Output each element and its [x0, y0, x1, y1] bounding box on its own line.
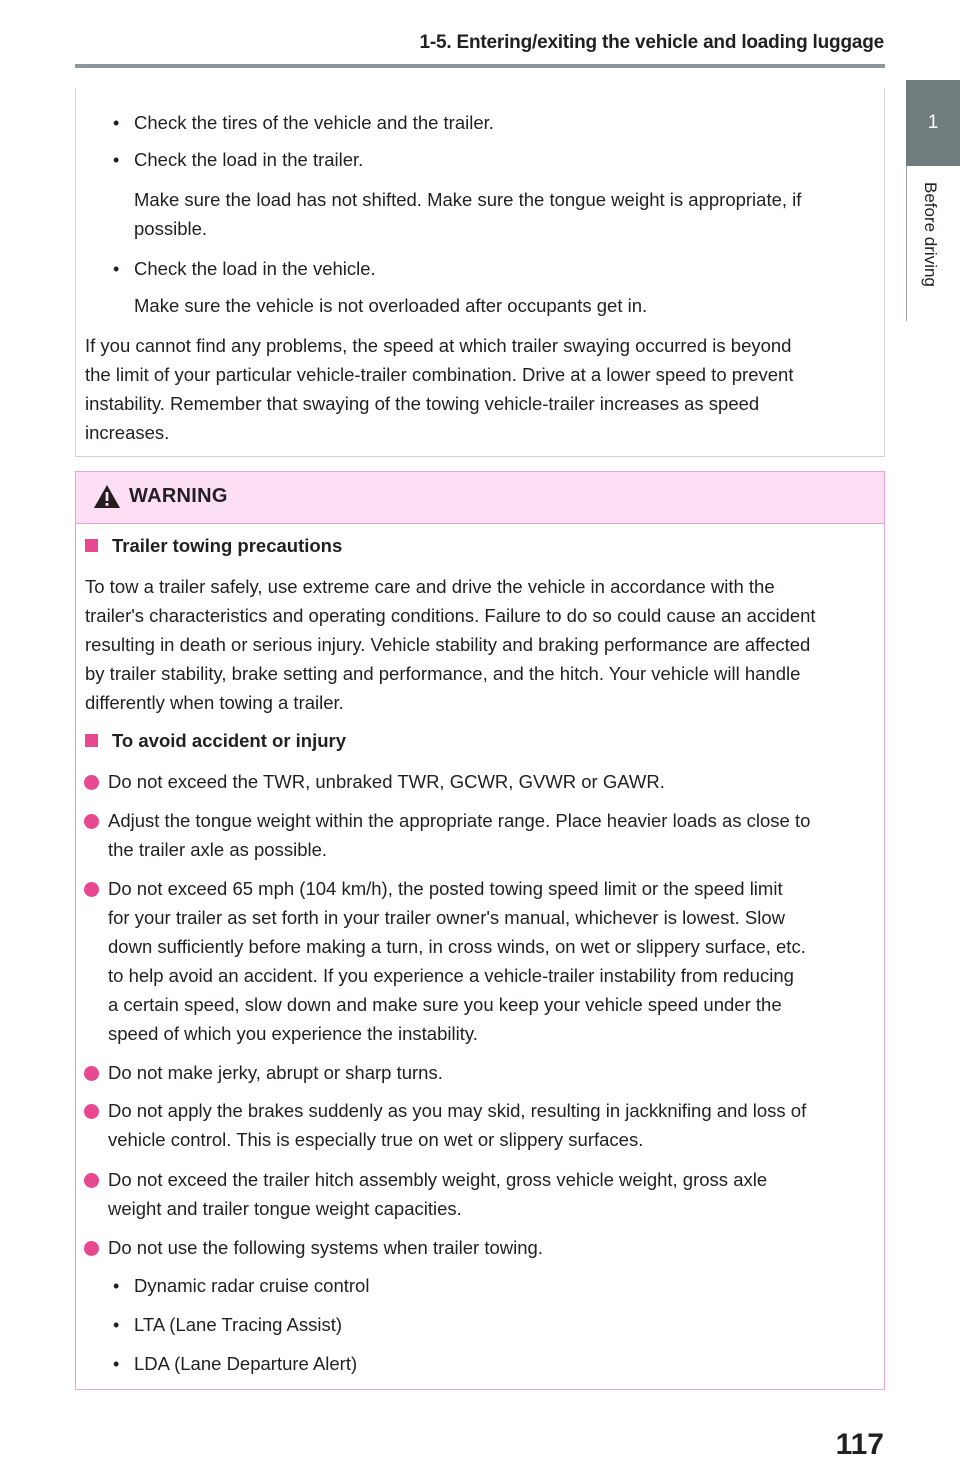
list-item: a certain speed, slow down and make sure you keep your vehicle speed under the: [108, 994, 782, 1015]
list-item: LDA (Lane Departure Alert): [134, 1353, 358, 1374]
bullet-icon: •: [113, 1276, 120, 1296]
list-item: vehicle control. This is especially true on wet or slippery surfaces.: [108, 1129, 644, 1150]
paragraph-line: trailer's characteristics and operating conditions. Failure to do so could cause an accident: [85, 605, 816, 626]
list-item: down sufficiently before making a turn, in cross winds, on wet or slippery surface, etc.: [108, 936, 806, 957]
paragraph-line: increases.: [85, 422, 170, 443]
circle-bullet-icon: [84, 814, 99, 829]
note-text: Make sure the vehicle is not overloaded after occupants get in.: [134, 295, 648, 316]
list-item: Do not exceed 65 mph (104 km/h), the posted towing speed limit or the speed limit: [108, 878, 783, 899]
bullet-icon: •: [113, 150, 120, 170]
bullet-icon: •: [113, 1354, 120, 1374]
list-item: to help avoid an accident. If you experience a vehicle-trailer instability from reducing: [108, 965, 794, 986]
list-item: Adjust the tongue weight within the appropriate range. Place heavier loads as close to: [108, 810, 811, 831]
paragraph-line: the limit of your particular vehicle-trailer combination. Drive at a lower speed to prevent: [85, 364, 794, 385]
list-item: Do not exceed the TWR, unbraked TWR, GCWR, GVWR or GAWR.: [108, 771, 665, 792]
paragraph-line: differently when towing a trailer.: [85, 692, 344, 713]
chapter-tab[interactable]: [906, 80, 960, 166]
running-header: 1-5. Entering/exiting the vehicle and loading luggage: [419, 32, 884, 53]
square-bullet-icon: [85, 539, 98, 552]
square-bullet-icon: [85, 734, 98, 747]
list-item: Do not make jerky, abrupt or sharp turns.: [108, 1062, 443, 1083]
warning-triangle-icon: [93, 484, 121, 509]
side-divider: [906, 166, 907, 321]
list-item: Check the load in the vehicle.: [134, 258, 376, 279]
paragraph-line: If you cannot find any problems, the speed at which trailer swaying occurred is beyond: [85, 335, 792, 356]
bullet-icon: •: [113, 113, 120, 133]
list-item: Check the tires of the vehicle and the trailer.: [134, 112, 494, 133]
section-heading: To avoid accident or injury: [112, 730, 347, 751]
header-rule: [75, 64, 885, 68]
warning-box: [75, 471, 885, 1390]
circle-bullet-icon: [84, 882, 99, 897]
note-text: Make sure the load has not shifted. Make sure the tongue weight is appropriate, if: [134, 189, 802, 210]
circle-bullet-icon: [84, 1066, 99, 1081]
paragraph-line: instability. Remember that swaying of the towing vehicle-trailer increases as speed: [85, 393, 760, 414]
list-item: Do not apply the brakes suddenly as you may skid, resulting in jackknifing and loss of: [108, 1100, 807, 1121]
list-item: weight and trailer tongue weight capacities.: [108, 1198, 462, 1219]
warning-header: [76, 472, 884, 524]
info-box: [75, 88, 885, 457]
circle-bullet-icon: [84, 1241, 99, 1256]
paragraph-line: resulting in death or serious injury. Vehicle stability and braking performance are affected: [85, 634, 811, 655]
list-item: Do not exceed the trailer hitch assembly weight, gross vehicle weight, gross axle: [108, 1169, 768, 1190]
list-item: the trailer axle as possible.: [108, 839, 328, 860]
circle-bullet-icon: [84, 1104, 99, 1119]
circle-bullet-icon: [84, 1173, 99, 1188]
paragraph-line: by trailer stability, brake setting and performance, and the hitch. Your vehicle will handle: [85, 663, 801, 684]
page-number: 117: [835, 1428, 884, 1461]
section-heading: Trailer towing precautions: [112, 535, 343, 556]
circle-bullet-icon: [84, 775, 99, 790]
warning-title: WARNING: [129, 485, 228, 507]
bullet-icon: •: [113, 1315, 120, 1335]
note-text: possible.: [134, 218, 208, 239]
list-item: Dynamic radar cruise control: [134, 1275, 370, 1296]
list-item: for your trailer as set forth in your trailer owner's manual, whichever is lowest. Slow: [108, 907, 785, 928]
list-item: LTA (Lane Tracing Assist): [134, 1314, 343, 1335]
list-item: Check the load in the trailer.: [134, 149, 364, 170]
chapter-number: 1: [927, 112, 939, 133]
list-item: Do not use the following systems when trailer towing.: [108, 1237, 543, 1258]
chapter-label: Before driving: [921, 182, 940, 287]
bullet-icon: •: [113, 259, 120, 279]
list-item: speed of which you experience the instability.: [108, 1023, 478, 1044]
paragraph-line: To tow a trailer safely, use extreme care and drive the vehicle in accordance with the: [85, 576, 775, 597]
